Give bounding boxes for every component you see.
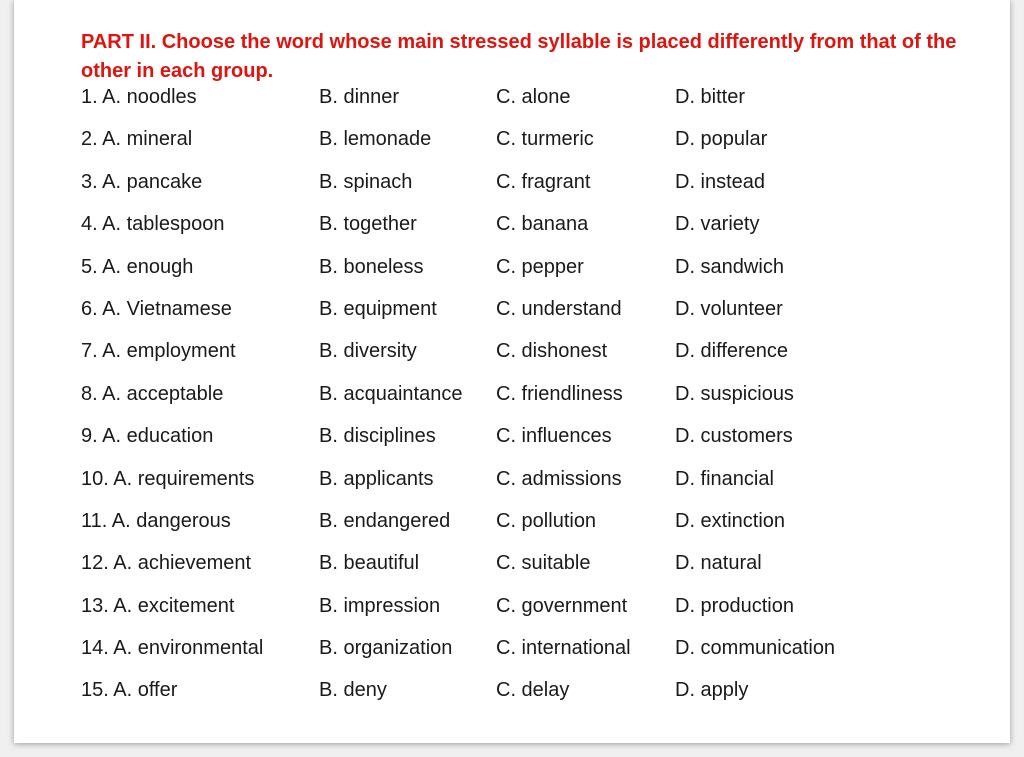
option-b: B. disciplines bbox=[319, 425, 436, 448]
option-c: C. fragrant bbox=[496, 170, 591, 193]
option-d: D. communication bbox=[675, 637, 836, 660]
option-c: C. admissions bbox=[496, 467, 622, 490]
option-a: 13. A. excitement bbox=[81, 594, 235, 617]
question-row-7 bbox=[81, 338, 981, 380]
option-c: C. understand bbox=[496, 297, 622, 320]
option-d: D. suspicious bbox=[675, 382, 794, 405]
question-row-1 bbox=[81, 84, 981, 126]
question-row-15 bbox=[81, 677, 981, 719]
option-b: B. diversity bbox=[319, 340, 417, 363]
option-a: 12. A. achievement bbox=[81, 552, 252, 575]
option-b: B. deny bbox=[319, 679, 387, 702]
question-row-3 bbox=[81, 169, 981, 211]
option-a: 10. A. requirements bbox=[81, 467, 255, 490]
option-a: 7. A. employment bbox=[81, 340, 236, 363]
option-c: C. banana bbox=[496, 213, 589, 236]
option-d: D. sandwich bbox=[675, 255, 784, 278]
option-b: B. organization bbox=[319, 637, 453, 660]
section-heading: PART II. Choose the word whose main stressed syllable is placed differently from that of the other in each group. bbox=[81, 31, 957, 82]
question-row-13 bbox=[81, 593, 981, 635]
option-d: D. extinction bbox=[675, 509, 786, 532]
question-row-4 bbox=[81, 211, 981, 253]
question-row-10 bbox=[81, 466, 981, 508]
option-a: 9. A. education bbox=[81, 425, 214, 448]
option-a: 1. A. noodles bbox=[81, 86, 197, 108]
option-b: B. impression bbox=[319, 594, 441, 617]
option-d: D. apply bbox=[675, 679, 749, 702]
option-d: D. volunteer bbox=[675, 297, 783, 320]
option-d: D. financial bbox=[675, 467, 774, 490]
question-row-2 bbox=[81, 126, 981, 168]
option-b: B. dinner bbox=[319, 86, 400, 108]
option-d: D. difference bbox=[675, 340, 789, 363]
option-d: D. variety bbox=[675, 213, 760, 236]
option-c: C. pepper bbox=[496, 255, 584, 278]
question-row-12 bbox=[81, 550, 981, 592]
option-b: B. applicants bbox=[319, 467, 434, 490]
option-a: 5. A. enough bbox=[81, 255, 194, 278]
option-d: D. production bbox=[675, 594, 794, 617]
option-d: D. customers bbox=[675, 425, 793, 448]
question-row-8 bbox=[81, 381, 981, 423]
option-a: 8. A. acceptable bbox=[81, 382, 224, 405]
option-b: B. together bbox=[319, 213, 417, 236]
option-a: 14. A. environmental bbox=[81, 637, 264, 660]
option-c: C. international bbox=[496, 637, 631, 660]
option-b: B. spinach bbox=[319, 170, 413, 193]
option-a: 11. A. dangerous bbox=[81, 509, 231, 532]
option-c: C. government bbox=[496, 594, 628, 617]
option-a: 6. A. Vietnamese bbox=[81, 297, 232, 320]
question-row-5 bbox=[81, 254, 981, 296]
option-a: 4. A. tablespoon bbox=[81, 213, 225, 236]
question-row-11 bbox=[81, 508, 981, 550]
option-c: C. alone bbox=[496, 86, 571, 108]
question-row-14 bbox=[81, 635, 981, 677]
option-a: 15. A. offer bbox=[81, 679, 178, 702]
option-b: B. acquaintance bbox=[319, 382, 463, 405]
option-d: D. bitter bbox=[675, 86, 746, 108]
question-list bbox=[81, 84, 981, 720]
option-d: D. natural bbox=[675, 552, 762, 575]
question-row-6 bbox=[81, 296, 981, 338]
option-a: 3. A. pancake bbox=[81, 170, 203, 193]
option-b: B. boneless bbox=[319, 255, 424, 278]
option-c: C. influences bbox=[496, 425, 612, 448]
option-c: C. dishonest bbox=[496, 340, 608, 363]
option-c: C. delay bbox=[496, 679, 570, 702]
option-d: D. popular bbox=[675, 128, 768, 151]
option-b: B. beautiful bbox=[319, 552, 420, 575]
question-row-9 bbox=[81, 423, 981, 465]
option-b: B. equipment bbox=[319, 297, 437, 320]
worksheet-page bbox=[14, 0, 1010, 743]
option-a: 2. A. mineral bbox=[81, 128, 193, 151]
option-c: C. friendliness bbox=[496, 382, 623, 405]
option-c: C. pollution bbox=[496, 509, 597, 532]
option-c: C. suitable bbox=[496, 552, 591, 575]
option-c: C. turmeric bbox=[496, 128, 594, 151]
option-d: D. instead bbox=[675, 170, 766, 193]
option-b: B. endangered bbox=[319, 509, 451, 532]
option-b: B. lemonade bbox=[319, 128, 432, 151]
